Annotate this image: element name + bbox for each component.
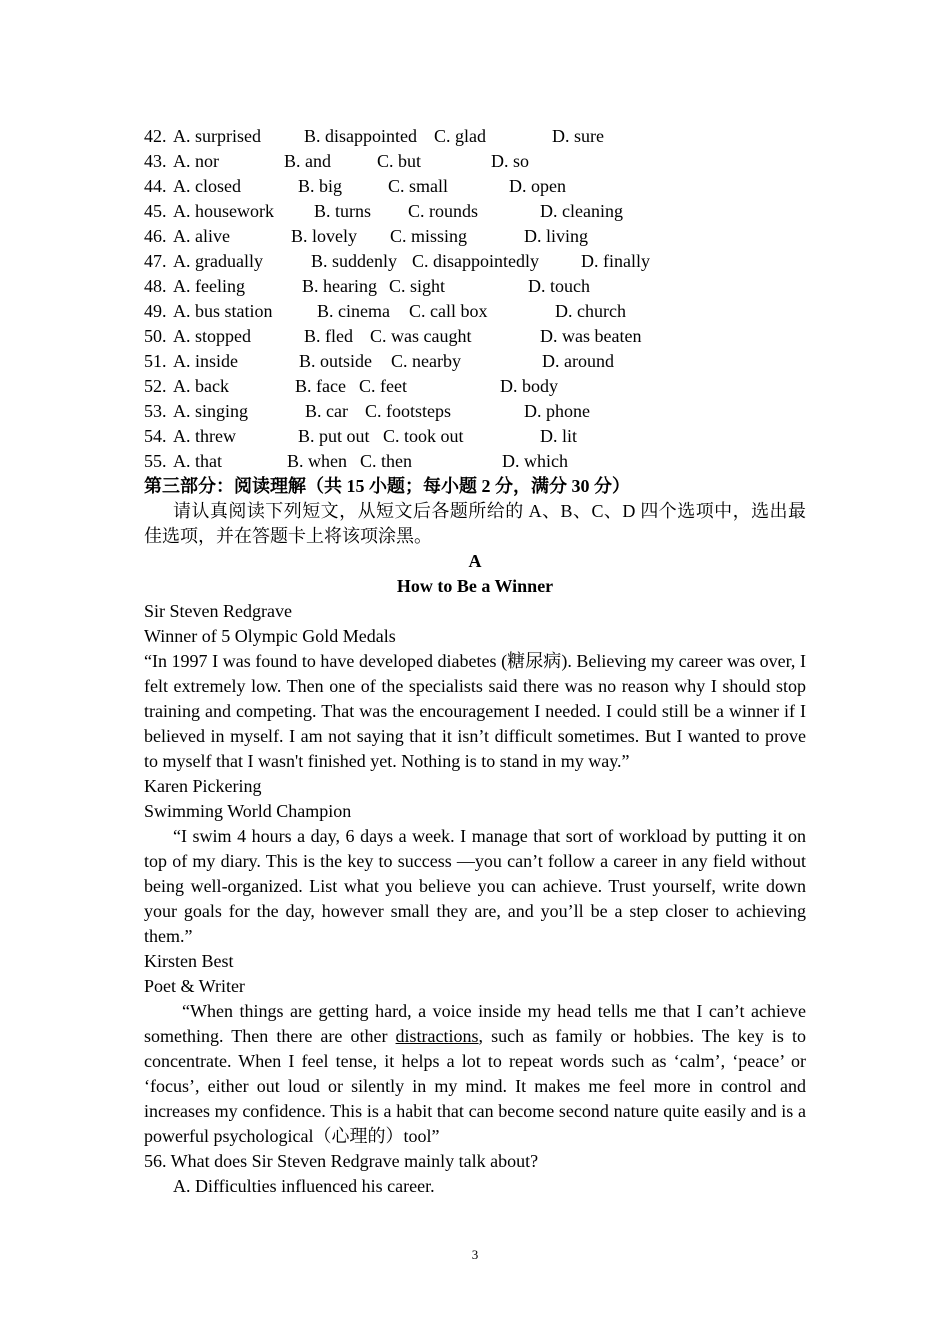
question-number: 53. — [144, 401, 167, 421]
option-row — [144, 449, 806, 474]
option-a: A. surprised — [173, 126, 261, 146]
option-c: C. feet — [359, 376, 407, 396]
section-title: 第三部分：阅读理解（共 15 小题；每小题 2 分，满分 30 分） — [144, 476, 630, 496]
option-d: D. touch — [528, 276, 590, 296]
speaker-quote — [144, 999, 806, 1149]
question-number: 46. — [144, 226, 167, 246]
question-number: 55. — [144, 451, 167, 471]
speaker-role: Winner of 5 Olympic Gold Medals — [144, 626, 396, 646]
options-list — [144, 124, 806, 474]
option-a: A. gradually — [173, 251, 263, 271]
question-number: 54. — [144, 426, 167, 446]
option-c: C. nearby — [391, 351, 461, 371]
underlined-word: distractions — [395, 1026, 479, 1046]
option-b: B. put out — [298, 426, 370, 446]
question-number: 45. — [144, 201, 167, 221]
option-a: A. threw — [173, 426, 236, 446]
speaker-name: Kirsten Best — [144, 951, 234, 971]
option-a: A. feeling — [173, 276, 245, 296]
option-b: B. hearing — [302, 276, 377, 296]
option-row — [144, 249, 806, 274]
option-c: C. call box — [409, 301, 488, 321]
option-b: B. lovely — [291, 226, 357, 246]
option-d: D. body — [500, 376, 558, 396]
option-a: A. housework — [173, 201, 274, 221]
option-c: C. disappointedly — [412, 251, 539, 271]
passage-letter: A — [468, 551, 482, 571]
option-d: D. so — [491, 151, 530, 171]
option-b: B. when — [287, 451, 347, 471]
question-number: 42. — [144, 126, 167, 146]
option-d: D. phone — [524, 401, 590, 421]
option-a: A. singing — [173, 401, 249, 421]
option-row — [144, 199, 806, 224]
speaker-quote: “I swim 4 hours a day, 6 days a week. I manage that sort of workload by putting it on top of my diary. This is the key to success —you can’t follow a career in any field without being well-organized. List what you believe you can achieve. Trust yourself, write down your goals for the day, however small they are, and you’ll be a step closer to achieving them.” — [144, 826, 806, 946]
option-row — [144, 299, 806, 324]
option-a: A. back — [173, 376, 229, 396]
document-page — [144, 124, 806, 1199]
section-instruction: 请认真阅读下列短文，从短文后各题所给的 A、B、C、D 四个选项中，选出最佳选项，并在答题卡上将该项涂黑。 — [144, 501, 806, 546]
option-d: D. open — [509, 176, 566, 196]
option-b: B. turns — [314, 201, 372, 221]
option-d: D. was beaten — [540, 326, 642, 346]
option-a: A. closed — [173, 176, 241, 196]
option-a: A. bus station — [173, 301, 273, 321]
option-c: C. glad — [434, 126, 486, 146]
option-d: D. around — [542, 351, 614, 371]
option-c: C. was caught — [370, 326, 472, 346]
option-row — [144, 174, 806, 199]
option-a: A. alive — [173, 226, 230, 246]
option-c: C. footsteps — [365, 401, 452, 421]
option-c: C. took out — [383, 426, 464, 446]
question-number: 49. — [144, 301, 167, 321]
option-b: B. cinema — [317, 301, 390, 321]
option-a: A. nor — [173, 151, 219, 171]
speaker-quote: “In 1997 I was found to have developed diabetes (糖尿病). Believing my career was over, I felt extremely low. Then one of the specialists said there was no reason why I should stop training and competing. That was the encouragement I needed. I could still be a winner if I believed in myself. I am not saying that it isn’t difficult sometimes. But I wanted to prove to myself that I wasn't finished yet. Nothing is to stand in my way.” — [144, 651, 806, 771]
option-d: D. cleaning — [540, 201, 623, 221]
option-d: D. lit — [540, 426, 578, 446]
option-c: C. but — [377, 151, 422, 171]
option-c: C. then — [360, 451, 412, 471]
option-b: B. fled — [304, 326, 353, 346]
option-b: B. and — [284, 151, 331, 171]
question-number: 47. — [144, 251, 167, 271]
quote-text: , such as family or hobbies. The key is to concentrate. When I feel tense, it helps a lot to repeat words such as ‘calm’, ‘peace’ or ‘focus’, either out loud or silently in my mind. It makes me feel more in control and increases my confidence. This is a habit that can become second nature quite easily and is a powerful psychological（心理的）tool” — [144, 1026, 806, 1146]
question-number: 50. — [144, 326, 167, 346]
passage-title: How to Be a Winner — [396, 576, 554, 596]
question-stem: 56. What does Sir Steven Redgrave mainly talk about? — [144, 1151, 539, 1171]
option-b: B. suddenly — [311, 251, 398, 271]
option-row — [144, 424, 806, 449]
question-number: 52. — [144, 376, 167, 396]
quote-text: “When things are getting hard, a voice inside my head tells me that I can’t achieve something. Then there are other — [144, 1001, 806, 1046]
option-b: B. face — [295, 376, 346, 396]
question-option: A. Difficulties influenced his career. — [173, 1176, 435, 1196]
speaker-role: Swimming World Champion — [144, 801, 352, 821]
speaker-name: Karen Pickering — [144, 776, 262, 796]
option-d: D. finally — [581, 251, 650, 271]
option-row — [144, 349, 806, 374]
option-a: A. stopped — [173, 326, 251, 346]
speaker-role: Poet & Writer — [144, 976, 245, 996]
option-row — [144, 399, 806, 424]
option-row — [144, 374, 806, 399]
option-row — [144, 274, 806, 299]
speaker-name: Sir Steven Redgrave — [144, 601, 292, 621]
option-row — [144, 124, 806, 149]
option-a: A. inside — [173, 351, 238, 371]
option-b: B. outside — [299, 351, 373, 371]
option-row — [144, 324, 806, 349]
option-b: B. car — [305, 401, 348, 421]
option-d: D. which — [502, 451, 568, 471]
option-b: B. big — [298, 176, 343, 196]
question-number: 51. — [144, 351, 167, 371]
option-a: A. that — [173, 451, 222, 471]
option-d: D. sure — [552, 126, 604, 146]
option-row — [144, 224, 806, 249]
option-d: D. living — [524, 226, 589, 246]
option-c: C. missing — [390, 226, 468, 246]
question-number: 48. — [144, 276, 167, 296]
option-c: C. sight — [389, 276, 446, 296]
option-c: C. rounds — [408, 201, 479, 221]
question-number: 44. — [144, 176, 167, 196]
option-row — [144, 149, 806, 174]
option-c: C. small — [388, 176, 449, 196]
option-b: B. disappointed — [304, 126, 417, 146]
option-d: D. church — [555, 301, 626, 321]
page-number: 3 — [471, 1247, 479, 1262]
question-number: 43. — [144, 151, 167, 171]
